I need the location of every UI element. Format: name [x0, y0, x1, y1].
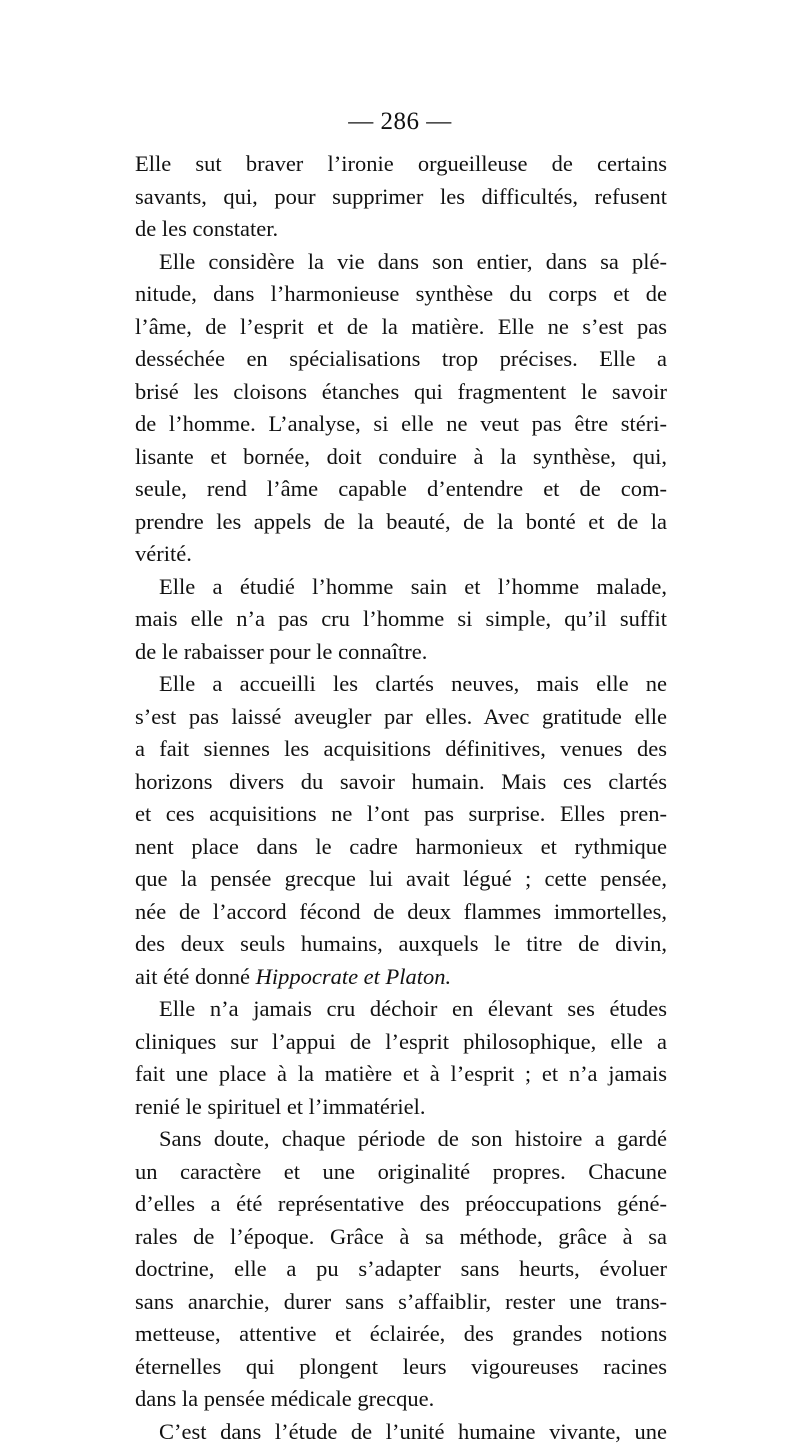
text-line-content: doctrine, elle a pu s’adapter sans heurts, évoluer	[135, 1256, 667, 1281]
text-line-content: nitude, dans l’harmonieuse synthèse du corps et de	[135, 281, 667, 306]
text-line-content: dans la pensée médicale grecque.	[135, 1386, 434, 1411]
text-line	[135, 961, 667, 994]
text-line	[135, 668, 667, 701]
text-line-content: rales de l’époque. Grâce à sa méthode, grâce à sa	[135, 1224, 667, 1249]
text-line	[135, 213, 667, 246]
italic-names: Hippocrate et Platon.	[256, 964, 452, 989]
text-line	[135, 473, 667, 506]
text-line-content: s’est pas laissé aveugler par elles. Avec gratitude elle	[135, 704, 667, 729]
text-line	[135, 733, 667, 766]
text-line-content: renié le spirituel et l’immatériel.	[135, 1094, 426, 1119]
text-line-content: prendre les appels de la beauté, de la bonté et de la	[135, 509, 667, 534]
text-line	[135, 506, 667, 539]
text-line	[135, 1221, 667, 1254]
text-line	[135, 246, 667, 279]
text-line	[135, 571, 667, 604]
text-line-content: et ces acquisitions ne l’ont pas surprise. Elles pren-	[135, 801, 667, 826]
text-line	[135, 928, 667, 961]
text-line	[135, 863, 667, 896]
text-line	[135, 603, 667, 636]
text-line-content: que la pensée grecque lui avait légué ; cette pensée,	[135, 866, 667, 891]
text-line-content: Sans doute, chaque période de son histoire a gardé	[159, 1126, 667, 1151]
text-line-content: horizons divers du savoir humain. Mais ces clartés	[135, 769, 667, 794]
text-line	[135, 1286, 667, 1319]
text-line	[135, 1091, 667, 1124]
text-line-content: Elle a étudié l’homme sain et l’homme malade,	[159, 574, 667, 599]
text-line-content: mais elle n’a pas cru l’homme si simple, qu’il suffit	[135, 606, 667, 631]
text-line-content: desséchée en spécialisations trop précises. Elle a	[135, 346, 667, 371]
text-line-content: des deux seuls humains, auxquels le titre de divin,	[135, 931, 667, 956]
text-line	[135, 148, 667, 181]
text-line-content: de l’homme. L’analyse, si elle ne veut pas être stéri-	[135, 411, 667, 436]
text-line-content: sans anarchie, durer sans s’affaiblir, rester une trans-	[135, 1289, 667, 1314]
text-line-content: de les constater.	[135, 216, 278, 241]
text-line	[135, 181, 667, 214]
text-line-content: seule, rend l’âme capable d’entendre et de com-	[135, 476, 667, 501]
text-line	[135, 1318, 667, 1351]
text-line-content: nent place dans le cadre harmonieux et rythmique	[135, 834, 667, 859]
text-line-content: d’elles a été représentative des préoccupations géné-	[135, 1191, 667, 1216]
text-line-content: cliniques sur l’appui de l’esprit philosophique, elle a	[135, 1029, 667, 1054]
text-line-content: née de l’accord fécond de deux flammes immortelles,	[135, 899, 667, 924]
text-line	[135, 1156, 667, 1189]
text-line	[135, 701, 667, 734]
text-line	[135, 1188, 667, 1221]
text-line	[135, 831, 667, 864]
text-line	[135, 1253, 667, 1286]
text-line	[135, 1383, 667, 1416]
text-line	[135, 636, 667, 669]
text-line-content: brisé les cloisons étanches qui fragmentent le savoir	[135, 379, 667, 404]
text-line	[135, 311, 667, 344]
text-line-content: Elle sut braver l’ironie orgueilleuse de certains	[135, 151, 667, 176]
page-number: — 286 —	[0, 108, 800, 136]
text-line-content: un caractère et une originalité propres. Chacune	[135, 1159, 667, 1184]
text-line-content: l’âme, de l’esprit et de la matière. Elle ne s’est pas	[135, 314, 667, 339]
text-line	[135, 798, 667, 831]
text-line-content: ait été donné	[135, 964, 250, 989]
text-line	[135, 993, 667, 1026]
text-line-content: lisante et bornée, doit conduire à la synthèse, qui,	[135, 444, 667, 469]
text-line	[135, 278, 667, 311]
text-line	[135, 896, 667, 929]
text-line-content: Elle a accueilli les clartés neuves, mais elle ne	[159, 671, 667, 696]
text-line-content: Elle considère la vie dans son entier, dans sa plé-	[159, 249, 667, 274]
text-line-content: fait une place à la matière et à l’esprit ; et n’a jamais	[135, 1061, 667, 1086]
text-line-content: de le rabaisser pour le connaître.	[135, 639, 427, 664]
text-line-content: éternelles qui plongent leurs vigoureuses racines	[135, 1354, 667, 1379]
text-line	[135, 538, 667, 571]
text-line	[135, 376, 667, 409]
text-line	[135, 766, 667, 799]
text-line	[135, 1026, 667, 1059]
text-line	[135, 1351, 667, 1384]
body-text	[135, 148, 667, 1448]
text-line	[135, 408, 667, 441]
text-line-content: savants, qui, pour supprimer les difficultés, refusent	[135, 184, 667, 209]
text-line-content: a fait siennes les acquisitions définitives, venues des	[135, 736, 667, 761]
text-line	[135, 1416, 667, 1448]
text-line-content: Elle n’a jamais cru déchoir en élevant ses études	[159, 996, 667, 1021]
text-line-content: C’est dans l’étude de l’unité humaine vivante, une	[159, 1419, 667, 1444]
text-line-content: metteuse, attentive et éclairée, des grandes notions	[135, 1321, 667, 1346]
text-line-content: vérité.	[135, 541, 192, 566]
text-line	[135, 343, 667, 376]
text-line	[135, 1058, 667, 1091]
text-line	[135, 1123, 667, 1156]
text-line	[135, 441, 667, 474]
